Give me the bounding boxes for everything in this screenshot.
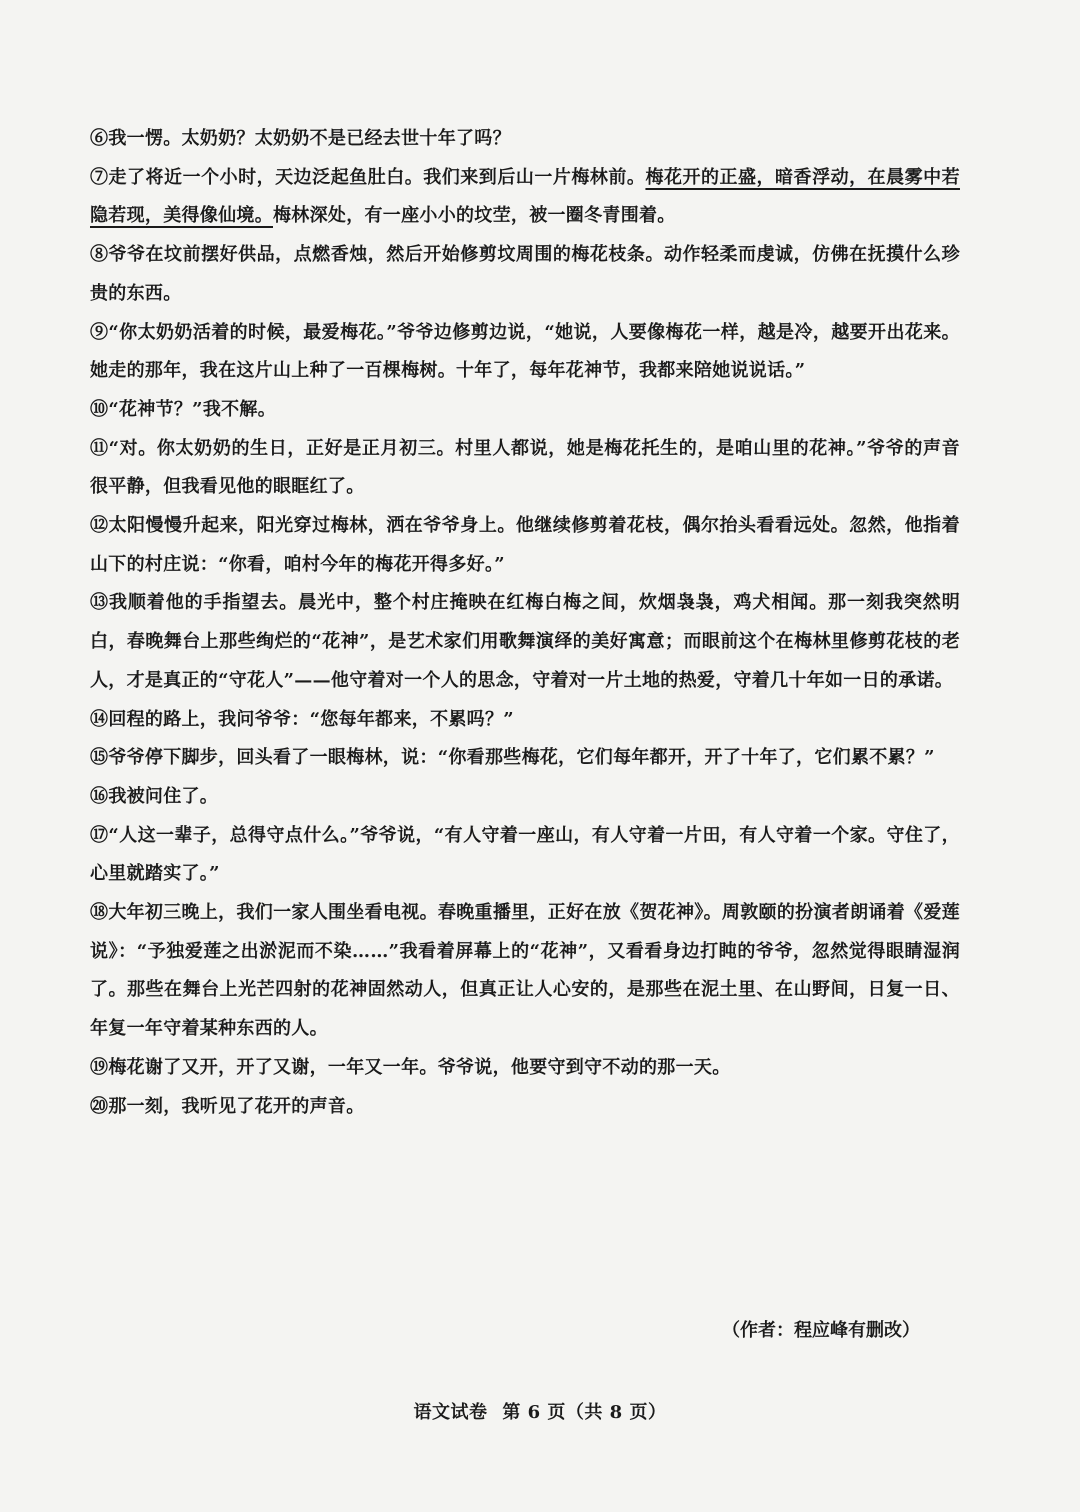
- paragraph-p17: [90, 817, 960, 894]
- paragraph-number: ⑭: [90, 708, 109, 730]
- footer-page-number: 第 6 页（共 8 页）: [502, 1402, 667, 1423]
- paragraph-text: 太阳慢慢升起来，阳光穿过梅林，洒在爷爷身上。他继续修剪着花枝，偶尔抬头看看远处。忽然，他指着山下的村庄说：“你看，咱村今年的梅花开得多好。”: [90, 515, 960, 575]
- paragraph-number: ⑮: [90, 747, 109, 769]
- paragraph-text: 回程的路上，我问爷爷：“您每年都来，不累吗？”: [108, 708, 514, 730]
- paragraph-number: ⑪: [90, 437, 109, 459]
- page-footer: [0, 1398, 1080, 1424]
- author-byline: （作者：程应峰有删改）: [722, 1320, 920, 1341]
- paragraph-p10: [90, 391, 960, 430]
- paragraph-number: ⑦: [90, 166, 109, 188]
- paragraph-p16: [90, 778, 960, 817]
- paragraph-text: 那一刻，我听见了花开的声音。: [108, 1095, 365, 1117]
- paragraph-number: ⑫: [90, 515, 109, 537]
- paragraph-p18: [90, 894, 960, 1049]
- paragraph-number: ⑬: [90, 592, 109, 614]
- paragraph-p8: [90, 236, 960, 313]
- paragraph-p15: [90, 739, 960, 778]
- paragraph-text: 我顺着他的手指望去。晨光中，整个村庄掩映在红梅白梅之间，炊烟袅袅，鸡犬相闻。那一刻我突然明白，春晚舞台上那些绚烂的“花神”，是艺术家们用歌舞演绎的美好寓意；而眼前这个在梅林里修剪花枝的老人，才是真正的“守花人”——他守着对一个人的思念，守着对一片土地的热爱，守着几十年如一日的承诺。: [90, 592, 960, 691]
- paragraph-p9: [90, 314, 960, 391]
- paragraph-p7: [90, 159, 960, 236]
- paragraph-number: ⑰: [90, 824, 109, 846]
- paragraph-number: ⑨: [90, 321, 109, 343]
- paragraph-text: 大年初三晚上，我们一家人围坐看电视。春晚重播里，正好在放《贺花神》。周敦颐的扮演者朗诵着《爱莲说》：“予独爱莲之出淤泥而不染……”我看着屏幕上的“花神”，又看看身边打盹的爷爷，忽然觉得眼睛湿润了。那些在舞台上光芒四射的花神固然动人，但真正让人心安的，是那些在泥土里、在山野间，日复一日、年复一年守着某种东西的人。: [90, 902, 960, 1040]
- paragraph-p20: [90, 1088, 960, 1127]
- paragraph-text: 我被问住了。: [108, 785, 219, 807]
- paragraph-p19: [90, 1049, 960, 1088]
- paragraph-text: “花神节？”我不解。: [108, 398, 277, 420]
- article-body: [90, 120, 960, 1126]
- paragraph-text: “对。你太奶奶的生日，正好是正月初三。村里人都说，她是梅花托生的，是咱山里的花神。”爷爷的声音很平静，但我看见他的眼眶红了。: [90, 437, 960, 498]
- paragraph-p6: [90, 120, 960, 159]
- paragraph-number: ⑯: [90, 785, 109, 807]
- paragraph-text: 爷爷在坟前摆好供品，点燃香烛，然后开始修剪坟周围的梅花枝条。动作轻柔而虔诚，仿佛在抚摸什么珍贵的东西。: [90, 244, 960, 304]
- paragraph-number: ⑩: [90, 398, 109, 420]
- paragraph-text: 梅花谢了又开，开了又谢，一年又一年。爷爷说，他要守到守不动的那一天。: [108, 1056, 731, 1078]
- underlined-sentence: 梅花开的正盛，暗香浮动，在晨雾中若隐若现，美得像仙境。: [90, 166, 960, 227]
- paragraph-number: ⑳: [90, 1095, 109, 1117]
- paragraph-number: ⑱: [90, 902, 109, 924]
- paragraph-number: ⑥: [90, 128, 109, 149]
- paragraph-text: 梅林深处，有一座小小的坟茔，被一圈冬青围着。: [273, 205, 676, 227]
- paragraph-number: ⑧: [90, 244, 109, 266]
- paragraph-number: ⑲: [90, 1056, 109, 1078]
- paragraph-text: 我一愣。太奶奶？太奶奶不是已经去世十年了吗？: [108, 128, 511, 149]
- paragraph-p13: [90, 584, 960, 700]
- paragraph-text: “你太奶奶活着的时候，最爱梅花。”爷爷边修剪边说，“她说，人要像梅花一样，越是冷，越要开出花来。她走的那年，我在这片山上种了一百棵梅树。十年了，每年花神节，我都来陪她说说话。”: [90, 321, 960, 382]
- footer-subject: 语文试卷: [413, 1402, 488, 1423]
- paragraph-text: “人这一辈子，总得守点什么。”爷爷说，“有人守着一座山，有人守着一片田，有人守着一个家。守住了，心里就踏实了。”: [90, 824, 960, 885]
- paragraph-p14: [90, 701, 960, 740]
- paragraph-text: 走了将近一个小时，天边泛起鱼肚白。我们来到后山一片梅林前。: [108, 166, 646, 188]
- paragraph-p11: [90, 430, 960, 507]
- paragraph-p12: [90, 507, 960, 584]
- paragraph-text: 爷爷停下脚步，回头看了一眼梅林，说：“你看那些梅花，它们每年都开，开了十年了，它们累不累？”: [108, 747, 935, 769]
